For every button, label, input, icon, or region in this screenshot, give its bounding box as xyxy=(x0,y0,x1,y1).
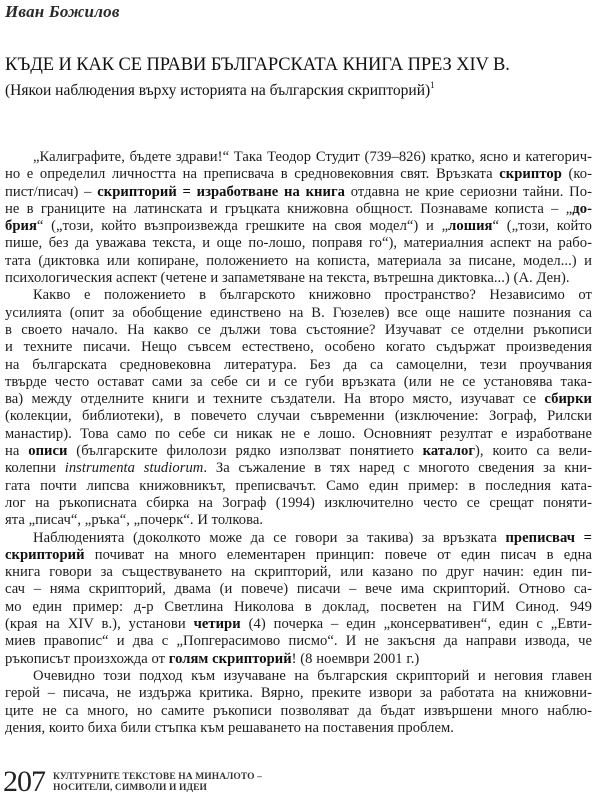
text-segment: (ко- xyxy=(561,166,593,183)
text-segment: (края на XIV в.), установи xyxy=(5,616,194,633)
text-segment: ва) между отделните книги и техните създатели. На второ място, изучават се xyxy=(5,391,545,408)
text-segment: герой – писача, не издържа критика. Вярно, преките извори за работата на книжовни- xyxy=(5,685,592,702)
text-line xyxy=(5,651,592,668)
text-segment: (колекции, библиотеки), в повечето случаи съвременни (изключение: Зограф, Рилски xyxy=(5,408,592,425)
text-line xyxy=(5,530,592,547)
text-segment: “ („този, който възпроизвежда грешките на своя модел“) и „ xyxy=(36,218,449,235)
bold-term: скрипторий = изработване на книга xyxy=(97,183,345,200)
bold-term: каталог xyxy=(422,443,476,460)
text-line xyxy=(5,426,592,443)
bold-term: преписвач = xyxy=(505,529,592,546)
text-segment: в своето начало. На какво се дължи това състояние? Изучават се отделни ръкописи xyxy=(5,321,592,338)
text-line xyxy=(5,357,592,374)
text-segment: твърде често остават сами за себе си и се губи връзката (или не се установява така- xyxy=(5,373,592,390)
text-line xyxy=(5,703,592,720)
text-line xyxy=(5,253,592,270)
text-segment: ците не са много, но самите ръкописи позволяват да бъдат извършени много наблю- xyxy=(5,702,592,719)
text-line xyxy=(5,599,592,616)
text-segment: ! (8 ноември 2001 г.) xyxy=(291,650,420,667)
text-segment: Какво е положението в българското книжовно пространство? Независимо от xyxy=(33,287,592,304)
bold-term: скриптор xyxy=(499,166,562,183)
text-line xyxy=(5,166,592,183)
text-segment: “ („този, който xyxy=(492,218,592,235)
text-segment: (4) почерка – един „консервативен“, един с „Евти- xyxy=(240,616,592,633)
article-body xyxy=(5,149,592,737)
text-line xyxy=(5,581,592,598)
bold-term: скрипторий xyxy=(5,546,85,563)
text-line xyxy=(5,184,592,201)
text-segment: миев правопис“ и два с „Попгерасимово писмо“. И не закъсня да направи извода, че xyxy=(5,633,592,650)
article-subtitle xyxy=(5,80,435,100)
text-line xyxy=(5,633,592,650)
text-segment: сач – няма скрипторий, двама (и повече) писачи – вече има скрипторий. Отново са- xyxy=(5,581,592,598)
text-line xyxy=(5,478,592,495)
text-segment: пист/писач) – xyxy=(5,183,98,200)
text-line xyxy=(5,201,592,218)
text-segment: усилията (опит за обобщение единствено на В. Гюзелев) все още нашите познания са xyxy=(5,304,592,321)
text-segment: не в границите на латинската и гръцката книжовна общност. Познаваме кописта – „ xyxy=(5,200,573,217)
text-segment: ята „писач“, „ръка“, „почерк“. И толкова. xyxy=(5,512,264,529)
text-segment: лог на ръкописната сбирка на Зограф (1994) изключително често се срещат поняти- xyxy=(5,494,592,511)
text-line xyxy=(5,668,592,685)
article-title: КЪДЕ И КАК СЕ ПРАВИ БЪЛГАРСКАТА КНИГА ПРЕЗ XIV В. xyxy=(5,55,510,75)
bold-term: брия xyxy=(5,218,37,235)
running-title-line-2: НОСИТЕЛИ, СИМВОЛИ И ИДЕИ xyxy=(53,783,208,793)
text-line xyxy=(5,408,592,425)
text-segment: на xyxy=(5,443,29,460)
text-line xyxy=(5,685,592,702)
bold-term: описи xyxy=(28,443,68,460)
text-segment: Наблюденията (доколкото може да се говори за такива) за връзката xyxy=(33,529,506,546)
text-segment: дения, които биха били стъпка към решаването на поставения проблем. xyxy=(5,719,455,736)
text-segment: но е определил личността на преписвача в средновековния свят. Връзката xyxy=(5,166,500,183)
text-segment: книга говори за съществуването на скрипторий, или казано по друг начин: един пи- xyxy=(5,564,592,581)
text-line xyxy=(5,391,592,408)
running-title xyxy=(53,772,262,795)
text-segment: . За съжаление в тях наред с многото сведения за кни- xyxy=(203,460,592,477)
text-line xyxy=(5,287,592,304)
text-segment: отдавна не крие сериозни тайни. По- xyxy=(345,183,592,200)
text-segment: и техните писачи. Нещо съвсем естествено, особено когато съдържат произведения xyxy=(5,339,592,356)
text-segment: почиват на много елементарен принцип: повече от един писач в една xyxy=(84,546,592,563)
text-line xyxy=(5,305,592,322)
text-line xyxy=(5,322,592,339)
text-segment: пише, без да уважава текста, и още по-лошо, поправя го“), материалния аспект на рабо- xyxy=(5,235,592,252)
text-line xyxy=(5,564,592,581)
text-segment: психологическия аспект (четене и запаметяване на текста, вътрешна диктовка...) (А. Ден). xyxy=(5,270,570,287)
italic-term: instrumenta studiorum xyxy=(64,460,204,477)
text-segment: колепни xyxy=(5,460,65,477)
bold-term: лошия xyxy=(448,218,493,235)
bold-term: голям скрипторий xyxy=(168,650,292,667)
text-segment: (българските филолози рядко използват понятието xyxy=(67,443,423,460)
text-line xyxy=(5,218,592,235)
page-footer xyxy=(3,765,262,798)
text-line xyxy=(5,720,592,737)
text-line xyxy=(5,495,592,512)
text-line xyxy=(5,616,592,633)
text-segment: мо един пример: д-р Светлина Николова в доклад, посветен на ГИМ Синод. 949 xyxy=(5,598,592,615)
page-number: 207 xyxy=(3,765,45,798)
author-name: Иван Божилов xyxy=(5,2,120,21)
text-line xyxy=(5,547,592,564)
text-segment: на българската средновековна литература. Без да са самоцелни, тези проучвания xyxy=(5,356,592,373)
subtitle-text: (Някои наблюдения върху историята на българския скрипторий) xyxy=(5,82,431,99)
text-segment: ръкописът произхожда от xyxy=(5,650,169,667)
text-line xyxy=(5,460,592,477)
text-segment: „Калиграфите, бъдете здрави!“ Така Теодор Студит (739–826) кратко, ясно и категорич- xyxy=(33,149,592,165)
text-segment: ), които са вели- xyxy=(475,443,592,460)
text-line xyxy=(5,374,592,391)
text-line xyxy=(5,512,592,529)
running-title-line-1: КУЛТУРНИТЕ ТЕКСТОВЕ НА МИНАЛОТО – xyxy=(53,772,262,782)
footnote-marker: 1 xyxy=(430,80,435,90)
text-segment: манастир). Това само по себе си никак не е лошо. Основният резултат е изработване xyxy=(5,425,592,442)
text-line xyxy=(5,339,592,356)
text-segment: гата почти липсва книжовникът, преписвачът. Само един пример: в последния ката- xyxy=(5,477,592,494)
bold-term: четири xyxy=(193,616,241,633)
text-line xyxy=(5,235,592,252)
text-line xyxy=(5,270,592,287)
text-line xyxy=(5,149,592,166)
text-line xyxy=(5,443,592,460)
text-segment: тата (диктовка или копиране, положението на кописта, материала за писане, модел...) и xyxy=(5,252,592,269)
bold-term: до- xyxy=(572,200,592,217)
bold-term: сбирки xyxy=(544,391,592,408)
text-segment: Очевидно този подход към изучаване на българския скрипторий и неговия главен xyxy=(33,667,592,684)
